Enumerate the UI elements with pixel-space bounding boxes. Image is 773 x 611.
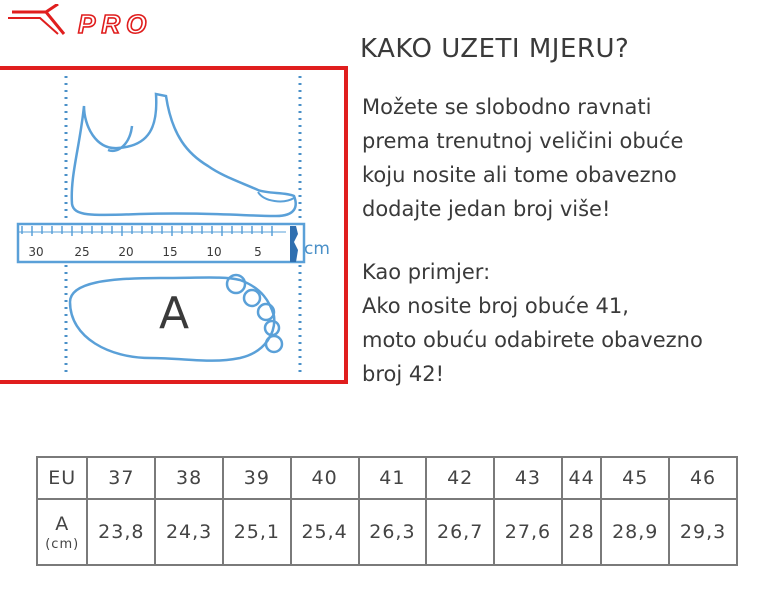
- ruler-unit-label: cm: [304, 239, 330, 259]
- ruler: [18, 224, 304, 262]
- ruler-tick-label: 10: [206, 245, 222, 259]
- ruler-tick-label: 20: [118, 245, 134, 259]
- logo-text: PRO: [78, 9, 153, 38]
- example-text: [362, 255, 762, 391]
- table-row: [37, 499, 737, 565]
- eu-size-cell: 41: [359, 457, 427, 499]
- ruler-tick-label: 30: [28, 245, 44, 259]
- example-line: Ako nosite broj obuće 41,: [362, 294, 629, 318]
- length-cell: 26,7: [426, 499, 494, 565]
- row-header-length: [37, 499, 87, 565]
- eu-size-cell: 45: [601, 457, 669, 499]
- size-table: [36, 456, 738, 566]
- example-line: moto obuću odabirete obavezno: [362, 328, 703, 352]
- ruler-tick-label: 25: [74, 245, 90, 259]
- sole-label: A: [158, 288, 190, 339]
- length-cell: 25,1: [223, 499, 291, 565]
- length-cell: 23,8: [87, 499, 155, 565]
- length-cell: 28: [562, 499, 602, 565]
- example-line: broj 42!: [362, 362, 445, 386]
- eu-size-cell: 37: [87, 457, 155, 499]
- eu-size-cell: 42: [426, 457, 494, 499]
- length-cell: 24,3: [155, 499, 223, 565]
- ruler-tick-label: 15: [162, 245, 178, 259]
- length-cell: 28,9: [601, 499, 669, 565]
- eu-size-cell: 40: [291, 457, 359, 499]
- example-line: Kao primjer:: [362, 260, 491, 284]
- instruction-text: [362, 90, 762, 226]
- length-cell: 27,6: [494, 499, 562, 565]
- ruler-tick-label: 5: [254, 245, 262, 259]
- page-title: KAKO UZETI MJERU?: [360, 34, 630, 64]
- eu-size-cell: 38: [155, 457, 223, 499]
- logo-mark: [8, 4, 64, 34]
- brand-logo: [6, 4, 192, 38]
- foot-measurement-diagram: [0, 66, 350, 386]
- row-header-length-unit: (cm): [45, 536, 80, 552]
- length-cell: 25,4: [291, 499, 359, 565]
- length-cell: 26,3: [359, 499, 427, 565]
- row-header-eu: EU: [37, 457, 87, 499]
- instruction-line: koju nosite ali tome obavezno: [362, 163, 677, 187]
- length-cell: 29,3: [669, 499, 737, 565]
- instruction-line: prema trenutnoj veličini obuće: [362, 129, 684, 153]
- instruction-line: dodajte jedan broj više!: [362, 197, 611, 221]
- eu-size-cell: 44: [562, 457, 602, 499]
- eu-size-cell: 43: [494, 457, 562, 499]
- instruction-line: Možete se slobodno ravnati: [362, 95, 652, 119]
- table-row: [37, 457, 737, 499]
- row-header-length-label: A: [55, 512, 70, 535]
- eu-size-cell: 46: [669, 457, 737, 499]
- eu-size-cell: 39: [223, 457, 291, 499]
